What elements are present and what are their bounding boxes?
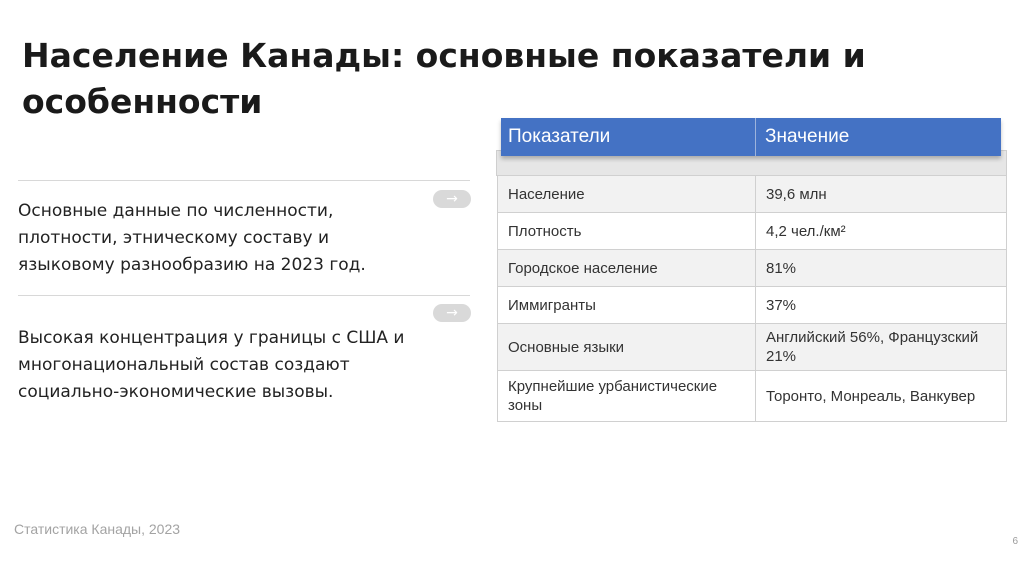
arrow-right-icon[interactable]: → xyxy=(433,190,471,208)
value-cell: Торонто, Монреаль, Ванкувер xyxy=(756,371,1007,422)
challenges-text: Высокая концентрация у границы с США и многонациональный состав создают социально-экономические вызовы. xyxy=(18,328,405,402)
indicator-cell: Население xyxy=(498,176,756,213)
table-row xyxy=(498,371,1007,422)
value-cell: 4,2 чел./км² xyxy=(756,213,1007,250)
arrow-right-icon[interactable]: → xyxy=(433,304,471,322)
slide-title: Население Канады: основные показатели и особенности xyxy=(22,36,866,121)
value-cell: 81% xyxy=(756,250,1007,287)
indicator-cell: Иммигранты xyxy=(498,287,756,324)
divider xyxy=(18,295,470,296)
value-cell: 37% xyxy=(756,287,1007,324)
page-number: 6 xyxy=(1012,536,1018,547)
indicator-cell: Плотность xyxy=(498,213,756,250)
column-header-indicator: Показатели xyxy=(501,118,756,156)
table-row xyxy=(498,213,1007,250)
value-cell: 39,6 млн xyxy=(756,176,1007,213)
table-row xyxy=(498,287,1007,324)
summary-text: Основные данные по численности, плотности, этническому составу и языковому разнообразию на 2023 год. xyxy=(18,201,366,275)
indicator-cell: Основные языки xyxy=(498,324,756,371)
column-header-value: Значение xyxy=(765,126,850,147)
indicators-table xyxy=(497,175,1007,422)
divider xyxy=(18,180,470,181)
indicator-cell: Городское население xyxy=(498,250,756,287)
source-note: Статистика Канады, 2023 xyxy=(14,521,181,537)
value-cell: Английский 56%, Французский 21% xyxy=(756,324,1007,371)
table-row xyxy=(498,176,1007,213)
table-header xyxy=(501,118,1001,156)
table-row xyxy=(498,250,1007,287)
indicator-cell: Крупнейшие урбанистические зоны xyxy=(498,371,756,422)
table-row xyxy=(498,324,1007,371)
